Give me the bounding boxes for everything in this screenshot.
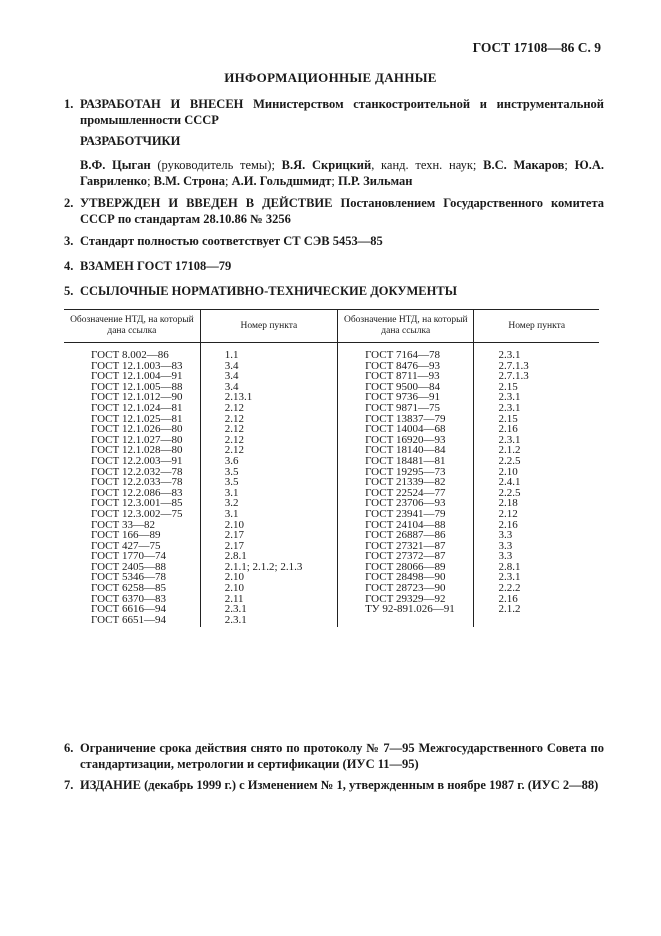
ntd-designation: ГОСТ 21339—82 (365, 476, 446, 489)
clause-number: 2.16 (498, 518, 518, 531)
developer-note: ; (147, 174, 154, 188)
column-header: Номер пункта (474, 310, 599, 343)
ntd-designation: ГОСТ 427—75 (91, 539, 161, 552)
ntd-designation: ГОСТ 22524—77 (365, 486, 446, 499)
clause-number: 3.5 (224, 476, 239, 489)
clause-number: 3.4 (224, 359, 239, 372)
section-replaces (64, 258, 604, 274)
section-references (64, 283, 604, 299)
ntd-designation: ГОСТ 7164—78 (365, 349, 441, 361)
ntd-designation: ГОСТ 12.1.028—80 (91, 444, 183, 457)
clause-number: 3.2 (224, 497, 239, 510)
ntd-designation: ГОСТ 28723—90 (365, 582, 446, 595)
clause-number: 3.3 (498, 539, 513, 552)
ntd-designation: ГОСТ 12.1.012—90 (91, 391, 183, 404)
ntd-designation: ТУ 92-891.026—91 (365, 603, 455, 616)
clause-number: 2.3.1 (224, 613, 247, 626)
clause-number: 2.10 (224, 582, 244, 595)
clause-number: 2.3.1 (498, 391, 521, 404)
references-table (64, 309, 599, 627)
ntd-designation: ГОСТ 12.1.024—81 (91, 401, 183, 414)
clause-number: 2.8.1 (498, 560, 521, 573)
ntd-designation: ГОСТ 6651—94 (91, 613, 166, 626)
clause-number: 3.1 (224, 486, 239, 499)
column-header: Номер пункта (200, 310, 337, 343)
ntd-designation: ГОСТ 28498—90 (365, 571, 446, 584)
clause-number: 3.3 (498, 550, 513, 563)
ntd-designation: ГОСТ 6258—85 (91, 582, 166, 595)
developer-note: , канд. техн. наук; (371, 158, 484, 172)
ntd-designation: ГОСТ 12.1.005—88 (91, 380, 183, 393)
ntd-designation: ГОСТ 12.1.027—80 (91, 433, 183, 446)
developer-note: ; (225, 174, 232, 188)
clause-number: 2.2.5 (498, 454, 521, 467)
clause-number: 2.10 (224, 571, 244, 584)
section-limitation (64, 740, 604, 772)
clause-number: 2.1.2 (498, 444, 521, 457)
column-header: Обозначение НТД, на который дана ссылка (338, 310, 474, 343)
developer-name: В.М. Строна (153, 174, 225, 188)
clause-number: 2.2.2 (498, 582, 521, 595)
clause-number: 2.17 (224, 539, 244, 552)
clause-number: 2.12 (224, 433, 244, 446)
section-number: 1. (64, 97, 74, 111)
clause-number: 2.17 (224, 529, 244, 542)
ntd-designation: ГОСТ 28066—89 (365, 560, 446, 573)
ntd-designation: ГОСТ 9736—91 (365, 391, 441, 404)
developer-name: А.И. Гольдшмидт (231, 174, 332, 188)
developers-heading-block (64, 133, 604, 149)
clause-number: 2.10 (498, 465, 518, 478)
section-text: Ограничение срока действия снято по протоколу № 7—95 Межгосударственного Совета по стандартизации, метрологии и сертификации (ИУС 11—95) (80, 741, 604, 771)
developers-list (64, 157, 604, 189)
section-number: 3. (64, 234, 74, 248)
clause-number: 2.18 (498, 497, 518, 510)
ntd-designation: ГОСТ 27372—87 (365, 550, 446, 563)
clause-number: 2.7.1.3 (498, 370, 529, 383)
developer-note: ; (564, 158, 575, 172)
section-text: Постановлением Государственного комитета СССР по стандартам 28.10.86 № 3256 (80, 196, 604, 226)
clause-number: 2.3.1 (498, 401, 521, 414)
ntd-designation: ГОСТ 12.2.086—83 (91, 486, 183, 499)
section-text: ВЗАМЕН ГОСТ 17108—79 (80, 259, 232, 273)
section-compliance (64, 233, 604, 249)
developer-note: (руководитель темы); (150, 158, 282, 172)
ntd-designation: ГОСТ 12.2.033—78 (91, 476, 183, 489)
ntd-designation: ГОСТ 12.1.026—80 (91, 423, 183, 436)
ntd-designation: ГОСТ 26887—86 (365, 529, 446, 542)
clause-number: 2.7.1.3 (498, 359, 529, 372)
developer-name: Ю.А. Гавриленко (80, 158, 604, 188)
section-number: 7. (64, 778, 74, 792)
left-points-cell (200, 343, 337, 628)
clause-number: 2.4.1 (498, 476, 521, 489)
clause-number: 2.16 (498, 592, 518, 605)
clause-number: 2.15 (498, 380, 518, 393)
section-developed (64, 96, 604, 128)
ntd-designation: ГОСТ 12.2.032—78 (91, 465, 183, 478)
section-number: 6. (64, 741, 74, 755)
ntd-designation: ГОСТ 166—89 (91, 529, 161, 542)
ntd-designation: ГОСТ 23941—79 (365, 507, 446, 520)
clause-number: 2.12 (224, 423, 244, 436)
section-heading: РАЗРАБОТАН И ВНЕСЕН (80, 97, 244, 111)
ntd-designation: ГОСТ 12.3.002—75 (91, 507, 183, 520)
developers-text (80, 157, 604, 189)
section-edition (64, 777, 604, 793)
clause-number: 2.3.1 (498, 571, 521, 584)
ntd-designation: ГОСТ 12.3.001—85 (91, 497, 183, 510)
ntd-designation: ГОСТ 12.1.004—91 (91, 370, 183, 383)
clause-number: 3.3 (498, 529, 513, 542)
developer-note: ; (331, 174, 338, 188)
ntd-designation: ГОСТ 6616—94 (91, 603, 166, 616)
section-approved (64, 195, 604, 227)
section-number: 4. (64, 259, 74, 273)
ntd-designation: ГОСТ 9871—75 (365, 401, 441, 414)
table-body-row (64, 343, 599, 628)
ntd-designation: ГОСТ 2405—88 (91, 560, 166, 573)
ntd-designation: ГОСТ 18140—84 (365, 444, 446, 457)
clause-number: 3.4 (224, 370, 239, 383)
developer-name: В.С. Макаров (483, 158, 565, 172)
clause-number: 2.15 (498, 412, 518, 425)
section-text: Стандарт полностью соответствует СТ СЭВ 5453—85 (80, 234, 383, 248)
left-codes-cell (64, 343, 200, 628)
right-codes-cell (338, 343, 474, 628)
clause-number: 2.12 (498, 507, 518, 520)
ntd-designation: ГОСТ 8476—93 (365, 359, 441, 372)
clause-number: 2.11 (224, 592, 244, 605)
section-text: ССЫЛОЧНЫЕ НОРМАТИВНО-ТЕХНИЧЕСКИЕ ДОКУМЕНТЫ (80, 284, 457, 298)
developer-name: П.Р. Зильман (337, 174, 413, 188)
clause-number: 2.13.1 (224, 391, 253, 404)
clause-number: 3.6 (224, 454, 239, 467)
clause-number: 2.8.1 (224, 550, 247, 563)
clause-number: 2.3.1 (224, 603, 247, 616)
ntd-designation: ГОСТ 29329—92 (365, 592, 446, 605)
ntd-designation: ГОСТ 9500—84 (365, 380, 441, 393)
column-header: Обозначение НТД, на который дана ссылка (64, 310, 200, 343)
ntd-designation: ГОСТ 8.002—86 (91, 349, 169, 361)
ntd-designation: ГОСТ 5346—78 (91, 571, 166, 584)
clause-number: 2.3.1 (498, 349, 521, 361)
clause-number: 2.1.2 (498, 603, 521, 616)
developer-name: В.Я. Скрицкий (281, 158, 372, 172)
page-title: ИНФОРМАЦИОННЫЕ ДАННЫЕ (224, 70, 437, 85)
clause-number: 2.10 (224, 518, 244, 531)
clause-number: 2.1.1; 2.1.2; 2.1.3 (224, 560, 303, 573)
ntd-designation: ГОСТ 19295—73 (365, 465, 446, 478)
clause-number: 3.4 (224, 380, 239, 393)
clause-number: 2.12 (224, 412, 244, 425)
ntd-designation: ГОСТ 24104—88 (365, 518, 446, 531)
clause-number: 3.1 (224, 507, 239, 520)
ntd-designation: ГОСТ 18481—81 (365, 454, 446, 467)
section-text: ИЗДАНИЕ (декабрь 1999 г.) с Изменением № 1, утвержденным в ноябре 1987 г. (ИУС 2—88) (80, 778, 599, 792)
clause-number: 1.1 (224, 349, 239, 361)
developers-heading: РАЗРАБОТЧИКИ (80, 134, 181, 148)
clause-number: 2.3.1 (498, 433, 521, 446)
ntd-designation: ГОСТ 14004—68 (365, 423, 446, 436)
ntd-designation: ГОСТ 12.1.025—81 (91, 412, 183, 425)
clause-number: 2.12 (224, 401, 244, 414)
clause-number: 2.12 (224, 444, 244, 457)
clause-number: 2.2.5 (498, 486, 521, 499)
ntd-designation: ГОСТ 16920—93 (365, 433, 446, 446)
section-number: 2. (64, 196, 74, 210)
section-heading: УТВЕРЖДЕН И ВВЕДЕН В ДЕЙСТВИЕ (80, 196, 333, 210)
ntd-designation: ГОСТ 33—82 (91, 518, 155, 531)
section-text: Министерством станкостроительной и инструментальной промышленности СССР (80, 97, 604, 127)
ntd-designation: ГОСТ 12.2.003—91 (91, 454, 183, 467)
ntd-designation: ГОСТ 13837—79 (365, 412, 446, 425)
ntd-designation: ГОСТ 6370—83 (91, 592, 166, 605)
ntd-designation: ГОСТ 1770—74 (91, 550, 166, 563)
clause-number: 2.16 (498, 423, 518, 436)
clause-number: 3.5 (224, 465, 239, 478)
right-points-cell (474, 343, 599, 628)
developer-name: В.Ф. Цыган (80, 158, 151, 172)
ntd-designation: ГОСТ 12.1.003—83 (91, 359, 183, 372)
ntd-designation: ГОСТ 23706—93 (365, 497, 446, 510)
page-header: ГОСТ 17108—86 С. 9 (472, 40, 601, 55)
ntd-designation: ГОСТ 8711—93 (365, 370, 440, 383)
section-number: 5. (64, 284, 74, 298)
ntd-designation: ГОСТ 27321—87 (365, 539, 446, 552)
table-header-row (64, 310, 599, 343)
